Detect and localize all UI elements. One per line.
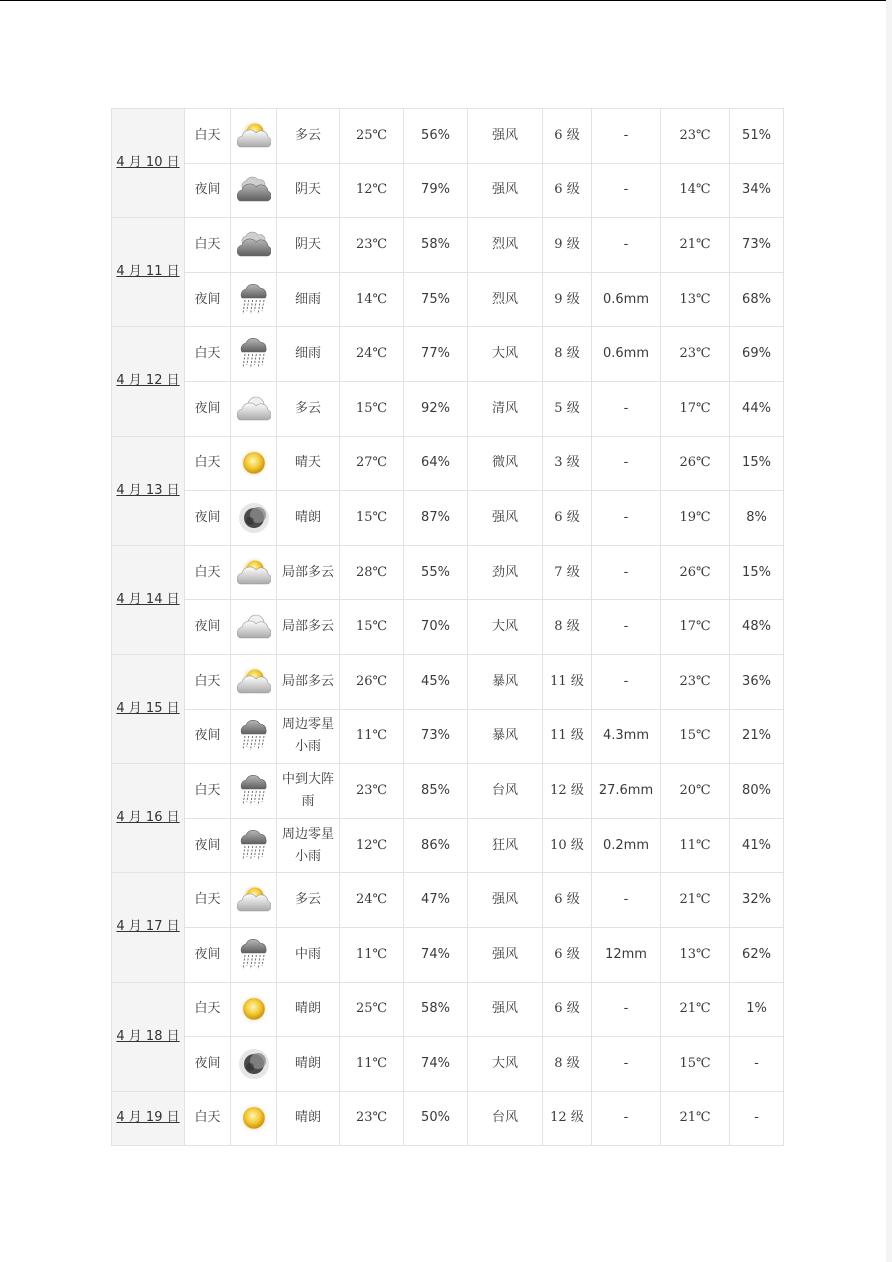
precip-cell: - bbox=[592, 436, 661, 491]
cloud-moon-icon bbox=[237, 610, 271, 644]
period-cell: 夜间 bbox=[185, 600, 231, 655]
precip-cell: 0.6mm bbox=[592, 272, 661, 327]
pct-cell: 80% bbox=[730, 764, 784, 819]
wind-cell: 大风 bbox=[468, 600, 543, 655]
humidity-cell: 58% bbox=[404, 218, 468, 273]
level-cell: 6 级 bbox=[543, 982, 592, 1037]
temp2-cell: 26℃ bbox=[661, 545, 730, 600]
condition-cell: 多云 bbox=[277, 381, 340, 436]
temp-cell: 11℃ bbox=[340, 927, 404, 982]
precip-cell: - bbox=[592, 1091, 661, 1146]
pct-cell: 34% bbox=[730, 163, 784, 218]
temp2-cell: 15℃ bbox=[661, 709, 730, 764]
date-link[interactable]: 4 月 12 日 bbox=[116, 373, 180, 389]
rain-cloud-icon bbox=[237, 337, 271, 371]
date-cell bbox=[112, 654, 185, 763]
wind-cell: 烈风 bbox=[468, 272, 543, 327]
temp2-cell: 17℃ bbox=[661, 600, 730, 655]
humidity-cell: 64% bbox=[404, 436, 468, 491]
period-cell: 白天 bbox=[185, 109, 231, 164]
table-row bbox=[112, 545, 784, 600]
pct-cell: 32% bbox=[730, 873, 784, 928]
humidity-cell: 47% bbox=[404, 873, 468, 928]
temp-cell: 27℃ bbox=[340, 436, 404, 491]
level-cell: 11 级 bbox=[543, 654, 592, 709]
condition-cell: 中到大阵雨 bbox=[277, 764, 340, 819]
wind-cell: 大风 bbox=[468, 327, 543, 382]
date-cell bbox=[112, 327, 185, 436]
sun-icon bbox=[237, 1101, 271, 1135]
temp2-cell: 21℃ bbox=[661, 982, 730, 1037]
date-link[interactable]: 4 月 11 日 bbox=[116, 264, 180, 280]
weather-table-body bbox=[112, 109, 784, 1146]
table-row bbox=[112, 491, 784, 546]
period-cell: 白天 bbox=[185, 218, 231, 273]
wind-cell: 暴风 bbox=[468, 654, 543, 709]
period-cell: 夜间 bbox=[185, 709, 231, 764]
date-cell bbox=[112, 109, 185, 218]
weather-icon-cell bbox=[231, 709, 277, 764]
wind-cell: 强风 bbox=[468, 163, 543, 218]
cloud-sun-icon bbox=[237, 883, 271, 917]
temp-cell: 12℃ bbox=[340, 163, 404, 218]
period-cell: 白天 bbox=[185, 764, 231, 819]
condition-cell: 周边零星小雨 bbox=[277, 709, 340, 764]
condition-cell: 周边零星小雨 bbox=[277, 818, 340, 873]
wind-cell: 强风 bbox=[468, 927, 543, 982]
date-cell bbox=[112, 436, 185, 545]
overcast-cloud-icon bbox=[237, 228, 271, 262]
weather-icon-cell bbox=[231, 218, 277, 273]
table-row bbox=[112, 709, 784, 764]
temp2-cell: 21℃ bbox=[661, 218, 730, 273]
sun-icon bbox=[237, 446, 271, 480]
temp-cell: 11℃ bbox=[340, 709, 404, 764]
pct-cell: 51% bbox=[730, 109, 784, 164]
precip-cell: - bbox=[592, 545, 661, 600]
period-cell: 夜间 bbox=[185, 491, 231, 546]
period-cell: 白天 bbox=[185, 654, 231, 709]
weather-icon-cell bbox=[231, 436, 277, 491]
humidity-cell: 50% bbox=[404, 1091, 468, 1146]
pct-cell: - bbox=[730, 1037, 784, 1092]
level-cell: 8 级 bbox=[543, 1037, 592, 1092]
level-cell: 9 级 bbox=[543, 272, 592, 327]
period-cell: 白天 bbox=[185, 982, 231, 1037]
temp2-cell: 21℃ bbox=[661, 1091, 730, 1146]
weather-icon-cell bbox=[231, 163, 277, 218]
temp2-cell: 13℃ bbox=[661, 272, 730, 327]
table-row bbox=[112, 218, 784, 273]
pct-cell: 62% bbox=[730, 927, 784, 982]
temp-cell: 23℃ bbox=[340, 218, 404, 273]
cloud-moon-icon bbox=[237, 392, 271, 426]
rain-cloud-icon bbox=[237, 283, 271, 317]
precip-cell: 12mm bbox=[592, 927, 661, 982]
temp-cell: 23℃ bbox=[340, 1091, 404, 1146]
weather-icon-cell bbox=[231, 327, 277, 382]
rain-cloud-icon bbox=[237, 719, 271, 753]
date-cell bbox=[112, 1091, 185, 1146]
temp-cell: 15℃ bbox=[340, 600, 404, 655]
humidity-cell: 73% bbox=[404, 709, 468, 764]
weather-icon-cell bbox=[231, 272, 277, 327]
level-cell: 12 级 bbox=[543, 764, 592, 819]
weather-icon-cell bbox=[231, 654, 277, 709]
condition-cell: 阴天 bbox=[277, 218, 340, 273]
period-cell: 白天 bbox=[185, 1091, 231, 1146]
weather-icon-cell bbox=[231, 818, 277, 873]
temp2-cell: 21℃ bbox=[661, 873, 730, 928]
period-cell: 白天 bbox=[185, 873, 231, 928]
weather-icon-cell bbox=[231, 1091, 277, 1146]
temp2-cell: 17℃ bbox=[661, 381, 730, 436]
cloud-sun-icon bbox=[237, 119, 271, 153]
date-link[interactable]: 4 月 13 日 bbox=[116, 482, 180, 498]
period-cell: 白天 bbox=[185, 327, 231, 382]
humidity-cell: 92% bbox=[404, 381, 468, 436]
pct-cell: 48% bbox=[730, 600, 784, 655]
table-row bbox=[112, 1091, 784, 1146]
humidity-cell: 56% bbox=[404, 109, 468, 164]
wind-cell: 狂风 bbox=[468, 818, 543, 873]
overcast-cloud-icon bbox=[237, 173, 271, 207]
humidity-cell: 74% bbox=[404, 927, 468, 982]
weather-icon-cell bbox=[231, 545, 277, 600]
table-row bbox=[112, 873, 784, 928]
table-row bbox=[112, 381, 784, 436]
date-link[interactable]: 4 月 17 日 bbox=[116, 919, 180, 935]
weather-icon-cell bbox=[231, 381, 277, 436]
pct-cell: 15% bbox=[730, 436, 784, 491]
pct-cell: 15% bbox=[730, 545, 784, 600]
precip-cell: - bbox=[592, 1037, 661, 1092]
condition-cell: 晴朗 bbox=[277, 982, 340, 1037]
precip-cell: - bbox=[592, 381, 661, 436]
precip-cell: - bbox=[592, 654, 661, 709]
precip-cell: - bbox=[592, 600, 661, 655]
temp2-cell: 23℃ bbox=[661, 109, 730, 164]
temp2-cell: 19℃ bbox=[661, 491, 730, 546]
table-row bbox=[112, 1037, 784, 1092]
pct-cell: - bbox=[730, 1091, 784, 1146]
period-cell: 夜间 bbox=[185, 381, 231, 436]
wind-cell: 烈风 bbox=[468, 218, 543, 273]
weather-icon-cell bbox=[231, 1037, 277, 1092]
condition-cell: 阴天 bbox=[277, 163, 340, 218]
condition-cell: 晴朗 bbox=[277, 1091, 340, 1146]
wind-cell: 强风 bbox=[468, 109, 543, 164]
wind-cell: 清风 bbox=[468, 381, 543, 436]
weather-icon-cell bbox=[231, 927, 277, 982]
period-cell: 夜间 bbox=[185, 163, 231, 218]
precip-cell: - bbox=[592, 491, 661, 546]
wind-cell: 台风 bbox=[468, 764, 543, 819]
humidity-cell: 86% bbox=[404, 818, 468, 873]
period-cell: 夜间 bbox=[185, 927, 231, 982]
weather-icon-cell bbox=[231, 982, 277, 1037]
humidity-cell: 85% bbox=[404, 764, 468, 819]
temp-cell: 25℃ bbox=[340, 982, 404, 1037]
period-cell: 白天 bbox=[185, 436, 231, 491]
level-cell: 11 级 bbox=[543, 709, 592, 764]
temp2-cell: 15℃ bbox=[661, 1037, 730, 1092]
weather-forecast-table bbox=[111, 108, 784, 1146]
precip-cell: - bbox=[592, 873, 661, 928]
table-row bbox=[112, 654, 784, 709]
precip-cell: 0.6mm bbox=[592, 327, 661, 382]
date-cell bbox=[112, 545, 185, 654]
weather-icon-cell bbox=[231, 873, 277, 928]
pct-cell: 21% bbox=[730, 709, 784, 764]
precip-cell: - bbox=[592, 109, 661, 164]
level-cell: 8 级 bbox=[543, 327, 592, 382]
condition-cell: 晴朗 bbox=[277, 1037, 340, 1092]
temp2-cell: 23℃ bbox=[661, 654, 730, 709]
weather-icon-cell bbox=[231, 764, 277, 819]
table-row bbox=[112, 163, 784, 218]
temp-cell: 25℃ bbox=[340, 109, 404, 164]
humidity-cell: 79% bbox=[404, 163, 468, 218]
level-cell: 7 级 bbox=[543, 545, 592, 600]
table-row bbox=[112, 982, 784, 1037]
precip-cell: 27.6mm bbox=[592, 764, 661, 819]
weather-icon-cell bbox=[231, 109, 277, 164]
date-link[interactable]: 4 月 10 日 bbox=[116, 155, 180, 171]
level-cell: 6 级 bbox=[543, 163, 592, 218]
table-row bbox=[112, 109, 784, 164]
wind-cell: 微风 bbox=[468, 436, 543, 491]
pct-cell: 36% bbox=[730, 654, 784, 709]
humidity-cell: 45% bbox=[404, 654, 468, 709]
humidity-cell: 75% bbox=[404, 272, 468, 327]
cloud-sun-icon bbox=[237, 665, 271, 699]
pct-cell: 41% bbox=[730, 818, 784, 873]
temp2-cell: 14℃ bbox=[661, 163, 730, 218]
period-cell: 夜间 bbox=[185, 1037, 231, 1092]
table-row bbox=[112, 927, 784, 982]
moon-icon bbox=[237, 1047, 271, 1081]
sun-icon bbox=[237, 992, 271, 1026]
humidity-cell: 87% bbox=[404, 491, 468, 546]
table-row bbox=[112, 764, 784, 819]
weather-icon-cell bbox=[231, 600, 277, 655]
wind-cell: 劲风 bbox=[468, 545, 543, 600]
temp-cell: 11℃ bbox=[340, 1037, 404, 1092]
pct-cell: 8% bbox=[730, 491, 784, 546]
condition-cell: 晴天 bbox=[277, 436, 340, 491]
date-link[interactable]: 4 月 15 日 bbox=[116, 701, 180, 717]
cloud-sun-icon bbox=[237, 556, 271, 590]
temp-cell: 15℃ bbox=[340, 381, 404, 436]
wind-cell: 大风 bbox=[468, 1037, 543, 1092]
condition-cell: 晴朗 bbox=[277, 491, 340, 546]
weather-icon-cell bbox=[231, 491, 277, 546]
level-cell: 12 级 bbox=[543, 1091, 592, 1146]
condition-cell: 多云 bbox=[277, 109, 340, 164]
table-row bbox=[112, 818, 784, 873]
temp-cell: 14℃ bbox=[340, 272, 404, 327]
date-cell bbox=[112, 764, 185, 873]
temp-cell: 28℃ bbox=[340, 545, 404, 600]
condition-cell: 局部多云 bbox=[277, 545, 340, 600]
date-link[interactable]: 4 月 19 日 bbox=[116, 1110, 180, 1126]
humidity-cell: 77% bbox=[404, 327, 468, 382]
humidity-cell: 55% bbox=[404, 545, 468, 600]
pct-cell: 1% bbox=[730, 982, 784, 1037]
level-cell: 10 级 bbox=[543, 818, 592, 873]
wind-cell: 强风 bbox=[468, 982, 543, 1037]
temp2-cell: 23℃ bbox=[661, 327, 730, 382]
table-row bbox=[112, 272, 784, 327]
level-cell: 5 级 bbox=[543, 381, 592, 436]
precip-cell: - bbox=[592, 982, 661, 1037]
temp-cell: 26℃ bbox=[340, 654, 404, 709]
temp-cell: 23℃ bbox=[340, 764, 404, 819]
pct-cell: 69% bbox=[730, 327, 784, 382]
wind-cell: 强风 bbox=[468, 491, 543, 546]
rain-cloud-icon bbox=[237, 829, 271, 863]
level-cell: 6 级 bbox=[543, 109, 592, 164]
humidity-cell: 58% bbox=[404, 982, 468, 1037]
temp2-cell: 11℃ bbox=[661, 818, 730, 873]
condition-cell: 中雨 bbox=[277, 927, 340, 982]
period-cell: 夜间 bbox=[185, 818, 231, 873]
rain-cloud-icon bbox=[237, 938, 271, 972]
period-cell: 夜间 bbox=[185, 272, 231, 327]
temp2-cell: 20℃ bbox=[661, 764, 730, 819]
date-cell bbox=[112, 873, 185, 982]
precip-cell: - bbox=[592, 163, 661, 218]
level-cell: 6 级 bbox=[543, 491, 592, 546]
temp-cell: 24℃ bbox=[340, 873, 404, 928]
date-link[interactable]: 4 月 14 日 bbox=[116, 591, 180, 607]
temp2-cell: 26℃ bbox=[661, 436, 730, 491]
top-rule bbox=[0, 0, 892, 1]
table-row bbox=[112, 436, 784, 491]
pct-cell: 68% bbox=[730, 272, 784, 327]
precip-cell: 4.3mm bbox=[592, 709, 661, 764]
precip-cell: - bbox=[592, 218, 661, 273]
precip-cell: 0.2mm bbox=[592, 818, 661, 873]
period-cell: 白天 bbox=[185, 545, 231, 600]
pct-cell: 44% bbox=[730, 381, 784, 436]
temp-cell: 15℃ bbox=[340, 491, 404, 546]
page-edge-shade bbox=[886, 0, 892, 1262]
level-cell: 6 级 bbox=[543, 873, 592, 928]
pct-cell: 73% bbox=[730, 218, 784, 273]
table-row bbox=[112, 600, 784, 655]
level-cell: 9 级 bbox=[543, 218, 592, 273]
date-cell bbox=[112, 982, 185, 1091]
wind-cell: 暴风 bbox=[468, 709, 543, 764]
date-link[interactable]: 4 月 16 日 bbox=[116, 810, 180, 826]
humidity-cell: 74% bbox=[404, 1037, 468, 1092]
humidity-cell: 70% bbox=[404, 600, 468, 655]
wind-cell: 强风 bbox=[468, 873, 543, 928]
condition-cell: 细雨 bbox=[277, 272, 340, 327]
condition-cell: 细雨 bbox=[277, 327, 340, 382]
temp2-cell: 13℃ bbox=[661, 927, 730, 982]
condition-cell: 局部多云 bbox=[277, 654, 340, 709]
condition-cell: 多云 bbox=[277, 873, 340, 928]
temp-cell: 12℃ bbox=[340, 818, 404, 873]
condition-cell: 局部多云 bbox=[277, 600, 340, 655]
level-cell: 6 级 bbox=[543, 927, 592, 982]
wind-cell: 台风 bbox=[468, 1091, 543, 1146]
temp-cell: 24℃ bbox=[340, 327, 404, 382]
date-cell bbox=[112, 218, 185, 327]
level-cell: 3 级 bbox=[543, 436, 592, 491]
moon-icon bbox=[237, 501, 271, 535]
level-cell: 8 级 bbox=[543, 600, 592, 655]
date-link[interactable]: 4 月 18 日 bbox=[116, 1028, 180, 1044]
table-row bbox=[112, 327, 784, 382]
rain-cloud-icon bbox=[237, 774, 271, 808]
